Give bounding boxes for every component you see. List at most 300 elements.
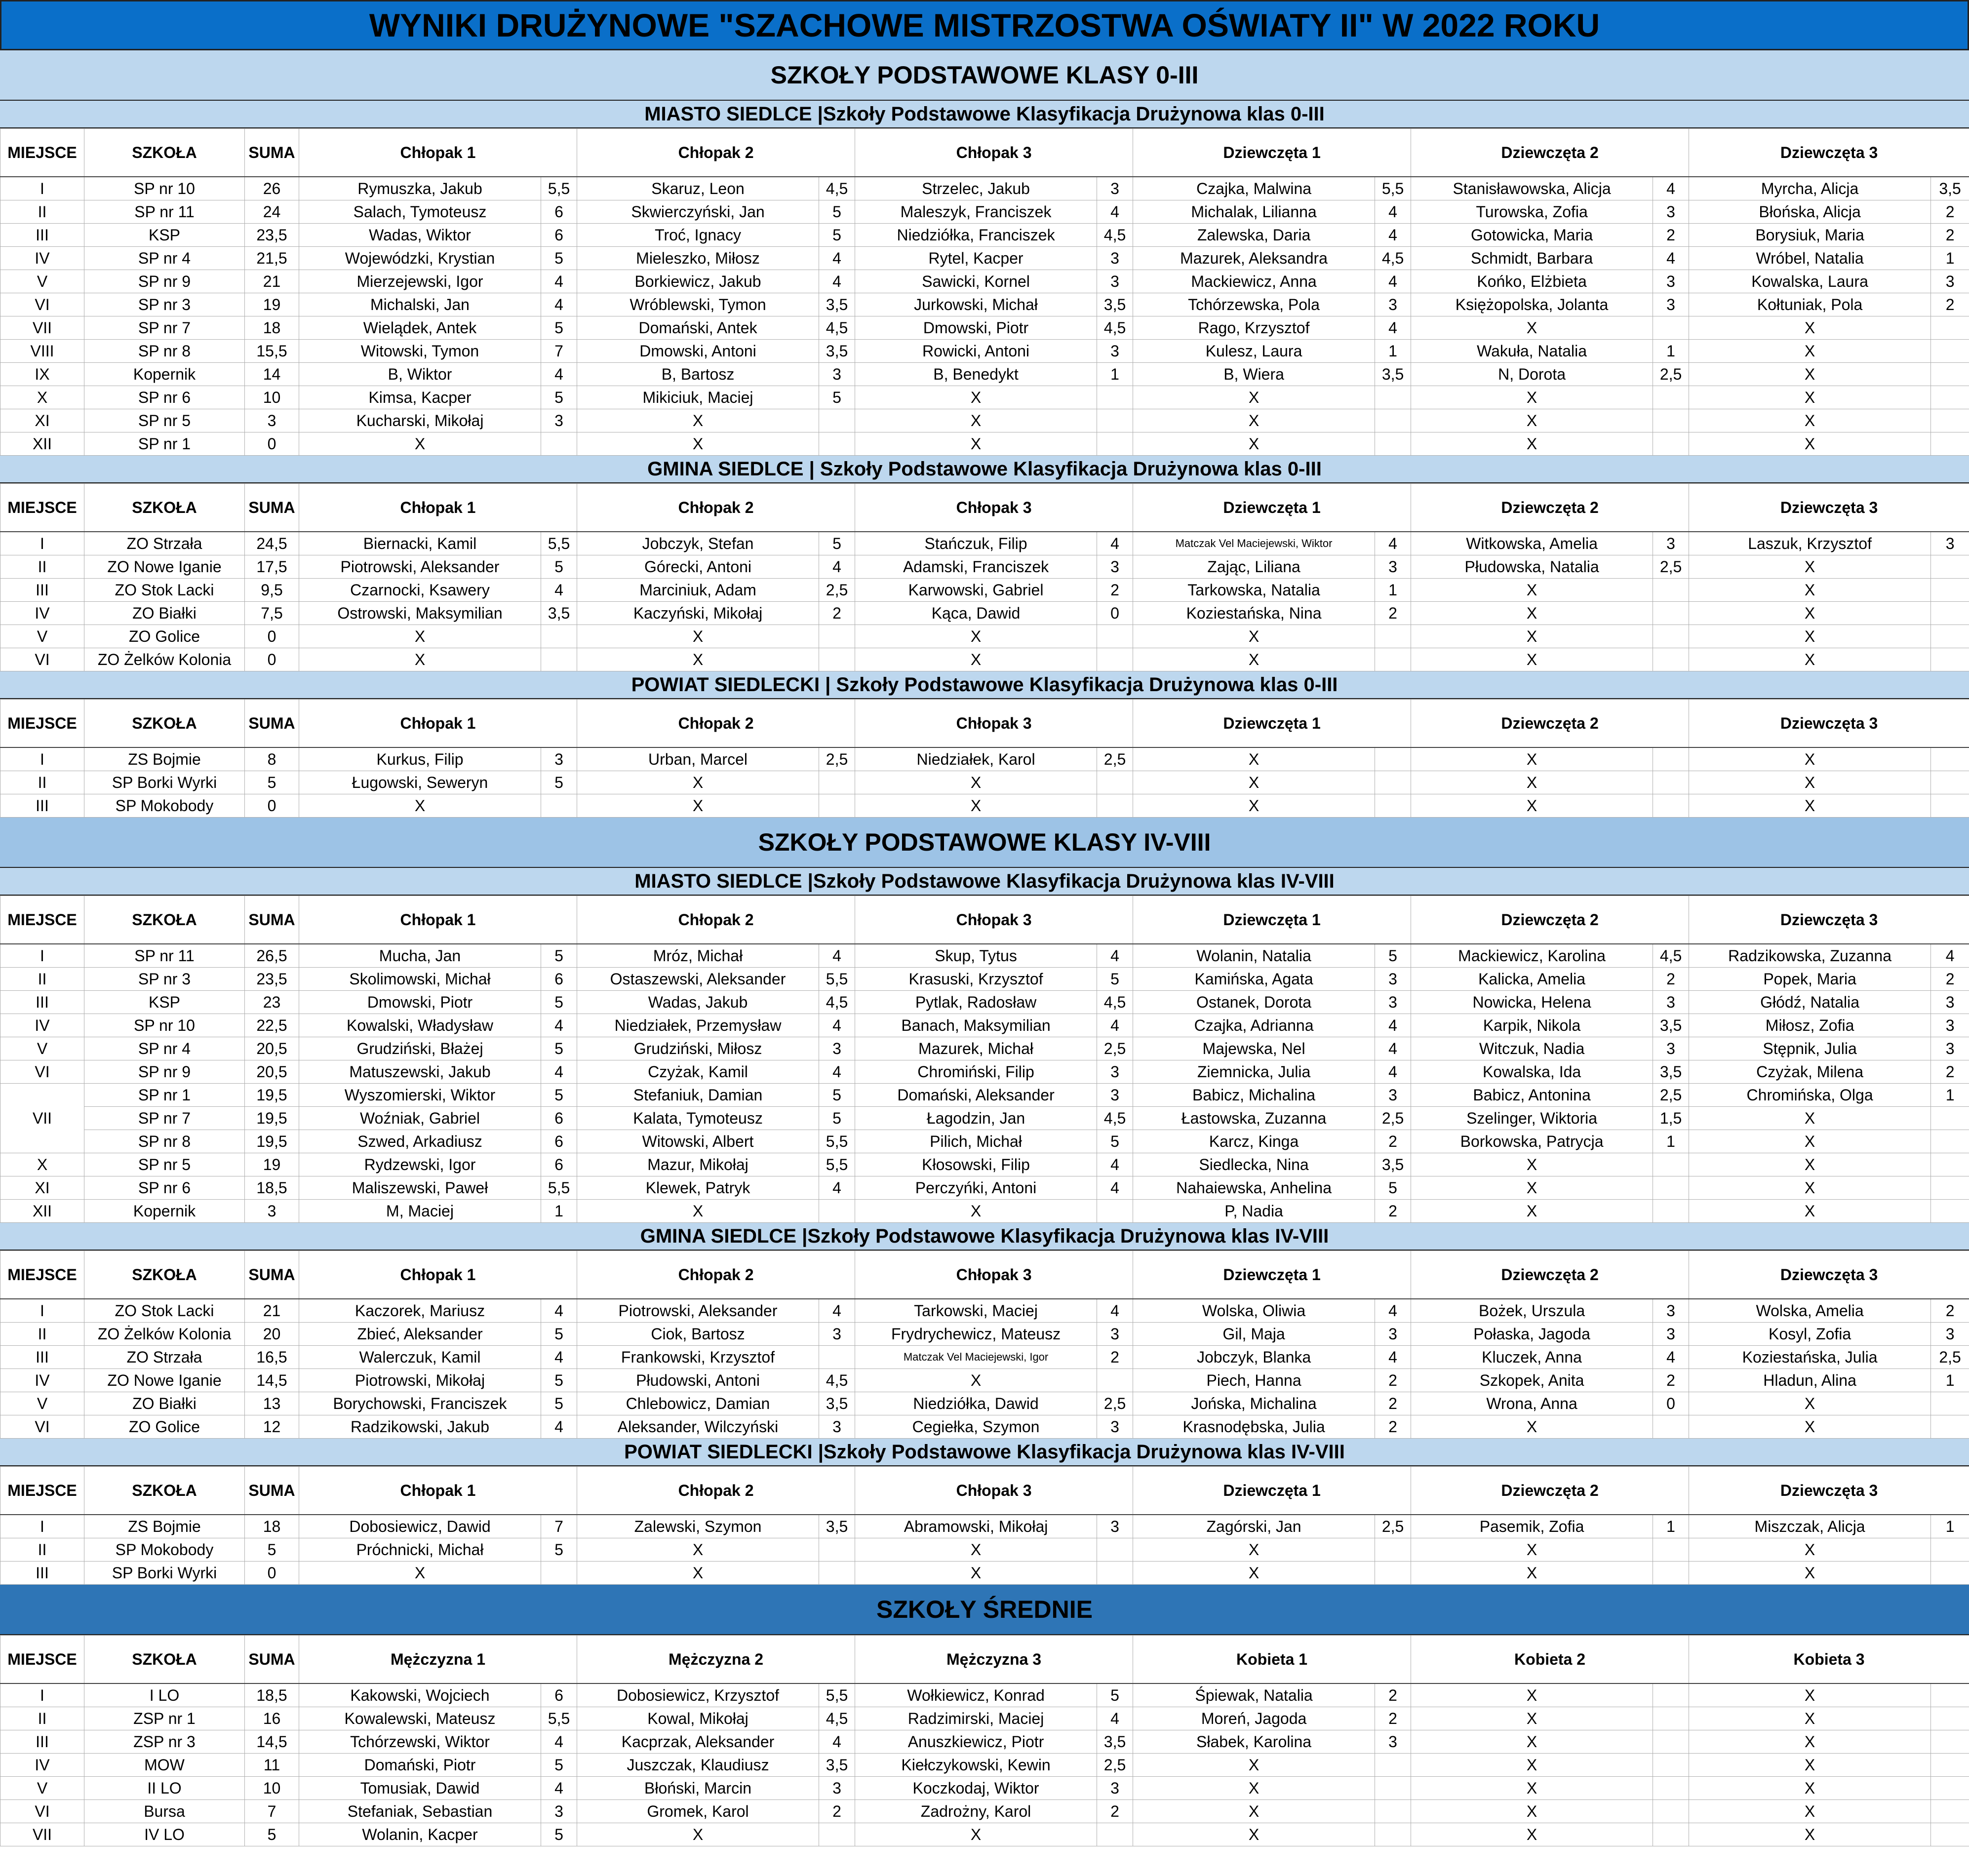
table-header-row <box>0 129 1969 177</box>
player-name-cell: X <box>1133 409 1375 432</box>
column-header: Mężczyzna 1 <box>299 1636 577 1684</box>
player-score-cell: 3 <box>1375 1730 1411 1754</box>
player-name-cell: X <box>1133 1777 1375 1800</box>
player-score-cell: 3 <box>541 409 577 432</box>
player-name-cell: Koziestańska, Nina <box>1133 602 1375 625</box>
player-score-cell: 3 <box>1097 270 1133 293</box>
player-score-cell <box>819 1346 855 1369</box>
table-row <box>0 771 1969 794</box>
school-cell: SP Borki Wyrki <box>84 771 245 794</box>
player-name-cell: Głódź, Natalia <box>1689 991 1931 1014</box>
player-score-cell <box>1375 1754 1411 1777</box>
place-cell: VII <box>0 1823 84 1846</box>
school-cell: KSP <box>84 224 245 247</box>
player-name-cell: X <box>1689 625 1931 648</box>
total-cell: 0 <box>245 625 299 648</box>
school-cell: ZO Strzała <box>84 1346 245 1369</box>
player-score-cell: 4,5 <box>819 1369 855 1392</box>
player-name-cell: Koczkodaj, Wiktor <box>855 1777 1097 1800</box>
place-cell: V <box>0 1777 84 1800</box>
player-name-cell: X <box>1689 340 1931 363</box>
player-name-cell: Abramowski, Mikołaj <box>855 1515 1097 1538</box>
column-header: Kobieta 2 <box>1411 1636 1689 1684</box>
school-cell: Kopernik <box>84 363 245 386</box>
player-score-cell: 4 <box>1097 532 1133 555</box>
column-header: Chłopak 2 <box>577 896 855 944</box>
player-score-cell: 3 <box>1097 1060 1133 1084</box>
table-row <box>0 968 1969 991</box>
player-score-cell: 3 <box>1375 293 1411 316</box>
group-title: POWIAT SIEDLECKI | Szkoły Podstawowe Klasyfikacja Drużynowa klas 0-III <box>0 671 1969 699</box>
player-name-cell: Wrona, Anna <box>1411 1392 1653 1415</box>
player-name-cell: X <box>1689 316 1931 340</box>
player-name-cell: X <box>855 386 1097 409</box>
column-header: Dziewczęta 3 <box>1689 129 1969 177</box>
player-score-cell: 3 <box>1931 1014 1969 1037</box>
place-cell: III <box>0 991 84 1014</box>
player-name-cell: Miszczak, Alicja <box>1689 1515 1931 1538</box>
player-score-cell: 2 <box>1375 1392 1411 1415</box>
player-score-cell: 5 <box>541 1369 577 1392</box>
player-name-cell: Perczyńki, Antoni <box>855 1176 1097 1200</box>
player-name-cell: X <box>855 794 1097 818</box>
player-score-cell: 3 <box>1653 200 1689 224</box>
column-header: Chłopak 1 <box>299 896 577 944</box>
player-score-cell: 3 <box>1375 1084 1411 1107</box>
place-cell: II <box>0 555 84 579</box>
player-name-cell: Frankowski, Krzysztof <box>577 1346 819 1369</box>
place-cell: IV <box>0 247 84 270</box>
player-name-cell: Kowalska, Laura <box>1689 270 1931 293</box>
player-score-cell <box>1931 1130 1969 1153</box>
player-score-cell <box>1097 1562 1133 1585</box>
player-score-cell: 6 <box>541 200 577 224</box>
column-header: SUMA <box>245 1251 299 1299</box>
table-row <box>0 1107 1969 1130</box>
player-score-cell: 2 <box>819 602 855 625</box>
school-cell: SP nr 4 <box>84 247 245 270</box>
player-score-cell: 3 <box>819 1323 855 1346</box>
player-score-cell <box>1653 1823 1689 1846</box>
player-score-cell <box>819 794 855 818</box>
player-name-cell: Błoński, Marcin <box>577 1777 819 1800</box>
player-name-cell: Turowska, Zofia <box>1411 200 1653 224</box>
player-name-cell: Karpik, Nikola <box>1411 1014 1653 1037</box>
player-name-cell: Urban, Marcel <box>577 747 819 771</box>
school-cell: SP nr 7 <box>84 316 245 340</box>
player-score-cell <box>1653 1683 1689 1707</box>
player-score-cell: 4 <box>819 1176 855 1200</box>
place-cell: VI <box>0 1060 84 1084</box>
player-score-cell <box>1931 794 1969 818</box>
player-score-cell <box>541 794 577 818</box>
school-cell: ZO Białki <box>84 1392 245 1415</box>
player-name-cell: X <box>1689 771 1931 794</box>
player-name-cell: Cegiełka, Szymon <box>855 1415 1097 1439</box>
player-score-cell <box>1653 1415 1689 1439</box>
player-name-cell: Mackiewicz, Anna <box>1133 270 1375 293</box>
player-name-cell: Troć, Ignacy <box>577 224 819 247</box>
player-score-cell <box>1931 579 1969 602</box>
player-name-cell: Tarkowski, Maciej <box>855 1299 1097 1323</box>
player-name-cell: Pytlak, Radosław <box>855 991 1097 1014</box>
player-score-cell <box>1653 625 1689 648</box>
player-score-cell: 5 <box>1375 944 1411 968</box>
player-score-cell: 5,5 <box>541 532 577 555</box>
column-header: Mężczyzna 2 <box>577 1636 855 1684</box>
table-row <box>0 293 1969 316</box>
player-score-cell <box>819 648 855 671</box>
sheet-title: WYNIKI DRUŻYNOWE "SZACHOWE MISTRZOSTWA OŚWIATY II" W 2022 ROKU <box>0 0 1969 50</box>
player-score-cell <box>1931 1800 1969 1823</box>
column-header: SZKOŁA <box>84 1467 245 1515</box>
player-name-cell: Hladun, Alina <box>1689 1369 1931 1392</box>
player-name-cell: X <box>1133 625 1375 648</box>
player-score-cell: 3 <box>1375 968 1411 991</box>
player-name-cell: X <box>1411 648 1653 671</box>
player-name-cell: Nowicka, Helena <box>1411 991 1653 1014</box>
table-row <box>0 648 1969 671</box>
player-score-cell: 3 <box>1097 1515 1133 1538</box>
player-name-cell: Jobczyk, Blanka <box>1133 1346 1375 1369</box>
player-name-cell: Kluczek, Anna <box>1411 1346 1653 1369</box>
place-cell: X <box>0 1153 84 1176</box>
player-name-cell: Stefaniuk, Damian <box>577 1084 819 1107</box>
results-table <box>0 1635 1969 1846</box>
player-score-cell <box>1097 1369 1133 1392</box>
player-score-cell: 2,5 <box>1375 1515 1411 1538</box>
total-cell: 22,5 <box>245 1014 299 1037</box>
player-name-cell: X <box>1411 409 1653 432</box>
player-score-cell: 1,5 <box>1653 1107 1689 1130</box>
player-name-cell: Koziestańska, Julia <box>1689 1346 1931 1369</box>
player-score-cell: 4,5 <box>819 177 855 200</box>
column-header: Dziewczęta 2 <box>1411 484 1689 532</box>
player-name-cell: Mackiewicz, Karolina <box>1411 944 1653 968</box>
player-score-cell: 2 <box>1375 1683 1411 1707</box>
player-score-cell <box>819 625 855 648</box>
player-name-cell: X <box>1411 1777 1653 1800</box>
player-score-cell: 3,5 <box>1653 1060 1689 1084</box>
school-cell: SP nr 11 <box>84 200 245 224</box>
column-header: Dziewczęta 1 <box>1133 1251 1411 1299</box>
player-name-cell: X <box>577 648 819 671</box>
player-score-cell: 4 <box>1375 1060 1411 1084</box>
player-score-cell <box>1653 648 1689 671</box>
player-score-cell <box>1653 1200 1689 1223</box>
total-cell: 9,5 <box>245 579 299 602</box>
player-name-cell: Niedziółka, Franciszek <box>855 224 1097 247</box>
total-cell: 11 <box>245 1754 299 1777</box>
player-score-cell: 4 <box>819 270 855 293</box>
player-score-cell <box>1931 1730 1969 1754</box>
column-header: Kobieta 1 <box>1133 1636 1411 1684</box>
place-cell: III <box>0 224 84 247</box>
place-cell: I <box>0 747 84 771</box>
place-cell: II <box>0 1323 84 1346</box>
school-cell: ZO Białki <box>84 602 245 625</box>
school-cell: SP Mokobody <box>84 1538 245 1562</box>
column-header: Dziewczęta 2 <box>1411 1251 1689 1299</box>
player-name-cell: Kulesz, Laura <box>1133 340 1375 363</box>
player-score-cell <box>1653 1754 1689 1777</box>
player-name-cell: Wyszomierski, Wiktor <box>299 1084 541 1107</box>
column-header: Chłopak 3 <box>855 484 1133 532</box>
player-score-cell <box>1375 771 1411 794</box>
school-cell: IV LO <box>84 1823 245 1846</box>
player-name-cell: B, Bartosz <box>577 363 819 386</box>
player-score-cell: 2,5 <box>819 747 855 771</box>
column-header: Chłopak 3 <box>855 896 1133 944</box>
player-name-cell: Zadrożny, Karol <box>855 1800 1097 1823</box>
player-score-cell: 4,5 <box>1097 991 1133 1014</box>
player-score-cell: 4 <box>819 1730 855 1754</box>
player-score-cell: 3 <box>1097 247 1133 270</box>
player-name-cell: Babicz, Antonina <box>1411 1084 1653 1107</box>
table-row <box>0 1200 1969 1223</box>
total-cell: 21 <box>245 1299 299 1323</box>
player-name-cell: Tarkowska, Natalia <box>1133 579 1375 602</box>
player-name-cell: Kalicka, Amelia <box>1411 968 1653 991</box>
player-score-cell <box>1653 409 1689 432</box>
player-score-cell: 2 <box>1375 1415 1411 1439</box>
player-score-cell: 5 <box>1097 1683 1133 1707</box>
player-score-cell <box>541 1562 577 1585</box>
player-name-cell: X <box>1411 794 1653 818</box>
player-name-cell: Kowalewski, Mateusz <box>299 1707 541 1730</box>
player-name-cell: X <box>577 794 819 818</box>
player-score-cell: 3 <box>1097 555 1133 579</box>
column-header: MIEJSCE <box>0 700 84 748</box>
player-name-cell: Radzikowski, Jakub <box>299 1415 541 1439</box>
player-name-cell: Kosyl, Zofia <box>1689 1323 1931 1346</box>
player-score-cell <box>1375 386 1411 409</box>
school-cell: SP nr 5 <box>84 1153 245 1176</box>
player-score-cell <box>1931 602 1969 625</box>
player-name-cell: Ostaszewski, Aleksander <box>577 968 819 991</box>
player-score-cell: 2 <box>1931 968 1969 991</box>
player-score-cell: 3,5 <box>819 1754 855 1777</box>
place-cell: III <box>0 1730 84 1754</box>
total-cell: 20,5 <box>245 1037 299 1060</box>
player-score-cell: 5,5 <box>1375 177 1411 200</box>
player-score-cell <box>1931 555 1969 579</box>
player-score-cell <box>1931 747 1969 771</box>
table-row <box>0 409 1969 432</box>
player-name-cell: Popek, Maria <box>1689 968 1931 991</box>
player-score-cell: 3 <box>819 1415 855 1439</box>
player-score-cell: 3 <box>1375 555 1411 579</box>
table-row <box>0 247 1969 270</box>
school-cell: SP nr 11 <box>84 944 245 968</box>
player-score-cell <box>819 1562 855 1585</box>
player-name-cell: Mikiciuk, Maciej <box>577 386 819 409</box>
group-title: GMINA SIEDLCE | Szkoły Podstawowe Klasyfikacja Drużynowa klas 0-III <box>0 456 1969 483</box>
column-header: SUMA <box>245 1636 299 1684</box>
school-cell: II LO <box>84 1777 245 1800</box>
player-score-cell <box>1653 1730 1689 1754</box>
player-score-cell: 1 <box>541 1200 577 1223</box>
player-score-cell <box>819 409 855 432</box>
player-name-cell: Mucha, Jan <box>299 944 541 968</box>
column-header: MIEJSCE <box>0 484 84 532</box>
player-name-cell: Wolanin, Kacper <box>299 1823 541 1846</box>
player-name-cell: Piech, Hanna <box>1133 1369 1375 1392</box>
table-header-row <box>0 1251 1969 1299</box>
player-score-cell <box>819 1823 855 1846</box>
player-name-cell: X <box>1689 1754 1931 1777</box>
player-name-cell: Grudziński, Miłosz <box>577 1037 819 1060</box>
player-name-cell: X <box>1411 1415 1653 1439</box>
player-name-cell: X <box>855 1369 1097 1392</box>
total-cell: 23,5 <box>245 968 299 991</box>
player-score-cell: 2 <box>1931 224 1969 247</box>
player-name-cell: Salach, Tymoteusz <box>299 200 541 224</box>
total-cell: 10 <box>245 1777 299 1800</box>
player-name-cell: Wadas, Wiktor <box>299 224 541 247</box>
player-name-cell: X <box>1411 316 1653 340</box>
place-cell: VI <box>0 1800 84 1823</box>
place-cell: I <box>0 1515 84 1538</box>
player-name-cell: Ługowski, Seweryn <box>299 771 541 794</box>
player-score-cell <box>1097 432 1133 456</box>
player-name-cell: X <box>1689 579 1931 602</box>
player-name-cell: X <box>577 432 819 456</box>
player-name-cell: Wielądek, Antek <box>299 316 541 340</box>
column-header: Chłopak 3 <box>855 129 1133 177</box>
school-cell: MOW <box>84 1754 245 1777</box>
player-score-cell: 5 <box>819 1084 855 1107</box>
school-cell: SP nr 7 <box>84 1107 245 1130</box>
player-score-cell: 2,5 <box>1653 363 1689 386</box>
player-score-cell: 3 <box>1097 1777 1133 1800</box>
player-name-cell: Chromiński, Filip <box>855 1060 1097 1084</box>
player-score-cell <box>1375 1823 1411 1846</box>
player-score-cell: 3 <box>1375 991 1411 1014</box>
player-score-cell: 6 <box>541 1153 577 1176</box>
table-row <box>0 316 1969 340</box>
total-cell: 12 <box>245 1415 299 1439</box>
player-score-cell: 3,5 <box>819 1392 855 1415</box>
table-row <box>0 1683 1969 1707</box>
player-name-cell: X <box>1689 386 1931 409</box>
player-score-cell: 3 <box>819 363 855 386</box>
table-row <box>0 1562 1969 1585</box>
player-name-cell: Walerczuk, Kamil <box>299 1346 541 1369</box>
player-score-cell <box>1653 1538 1689 1562</box>
table-row <box>0 1515 1969 1538</box>
player-name-cell: X <box>1411 1754 1653 1777</box>
table-row <box>0 1823 1969 1846</box>
player-score-cell: 1 <box>1931 1084 1969 1107</box>
school-cell: SP nr 3 <box>84 968 245 991</box>
player-score-cell: 3 <box>1653 991 1689 1014</box>
player-score-cell: 1 <box>1653 1130 1689 1153</box>
total-cell: 16 <box>245 1707 299 1730</box>
player-name-cell: X <box>1411 1538 1653 1562</box>
player-score-cell: 4 <box>541 1014 577 1037</box>
total-cell: 0 <box>245 794 299 818</box>
player-name-cell: X <box>855 1200 1097 1223</box>
player-name-cell: X <box>1689 1823 1931 1846</box>
player-score-cell <box>1931 386 1969 409</box>
player-score-cell <box>1931 1176 1969 1200</box>
player-score-cell: 5 <box>541 1084 577 1107</box>
table-row <box>0 1369 1969 1392</box>
total-cell: 18 <box>245 316 299 340</box>
player-name-cell: Czyżak, Milena <box>1689 1060 1931 1084</box>
player-name-cell: X <box>299 794 541 818</box>
player-score-cell: 3,5 <box>819 293 855 316</box>
player-score-cell: 4 <box>1375 532 1411 555</box>
player-name-cell: Kacprzak, Aleksander <box>577 1730 819 1754</box>
place-cell: III <box>0 1562 84 1585</box>
results-table <box>0 128 1969 456</box>
table-header-row <box>0 700 1969 748</box>
player-name-cell: X <box>1689 1562 1931 1585</box>
total-cell: 13 <box>245 1392 299 1415</box>
player-name-cell: Radzimirski, Maciej <box>855 1707 1097 1730</box>
column-header: Dziewczęta 3 <box>1689 896 1969 944</box>
player-score-cell: 4 <box>541 293 577 316</box>
column-header: Dziewczęta 1 <box>1133 129 1411 177</box>
place-cell: I <box>0 532 84 555</box>
player-name-cell: X <box>855 1538 1097 1562</box>
player-name-cell: X <box>1133 648 1375 671</box>
player-name-cell: Kiełczykowski, Kewin <box>855 1754 1097 1777</box>
player-name-cell: Łastowska, Zuzanna <box>1133 1107 1375 1130</box>
place-cell: I <box>0 1683 84 1707</box>
section-title: SZKOŁY PODSTAWOWE KLASY IV-VIII <box>0 818 1969 868</box>
column-header: Dziewczęta 3 <box>1689 1467 1969 1515</box>
player-name-cell: Mazurek, Aleksandra <box>1133 247 1375 270</box>
total-cell: 10 <box>245 386 299 409</box>
player-name-cell: X <box>1689 747 1931 771</box>
player-score-cell: 5 <box>819 224 855 247</box>
place-cell: V <box>0 1037 84 1060</box>
player-name-cell: Skup, Tytus <box>855 944 1097 968</box>
column-header: Chłopak 1 <box>299 1467 577 1515</box>
column-header: Dziewczęta 2 <box>1411 129 1689 177</box>
player-name-cell: Maliszewski, Paweł <box>299 1176 541 1200</box>
player-name-cell: Sawicki, Kornel <box>855 270 1097 293</box>
player-score-cell: 4 <box>819 247 855 270</box>
player-score-cell <box>1931 1777 1969 1800</box>
total-cell: 24 <box>245 200 299 224</box>
player-score-cell: 4,5 <box>819 1707 855 1730</box>
player-name-cell: X <box>577 409 819 432</box>
player-name-cell: X <box>1689 602 1931 625</box>
player-score-cell <box>1931 1392 1969 1415</box>
table-row <box>0 602 1969 625</box>
player-score-cell: 5,5 <box>541 177 577 200</box>
column-header: Chłopak 1 <box>299 1251 577 1299</box>
player-score-cell: 4 <box>1375 1037 1411 1060</box>
total-cell: 19 <box>245 1153 299 1176</box>
place-cell: III <box>0 1346 84 1369</box>
player-name-cell: Borysiuk, Maria <box>1689 224 1931 247</box>
column-header: Dziewczęta 3 <box>1689 700 1969 748</box>
player-score-cell: 4 <box>541 1060 577 1084</box>
player-name-cell: Kalata, Tymoteusz <box>577 1107 819 1130</box>
total-cell: 14,5 <box>245 1369 299 1392</box>
player-name-cell: Jurkowski, Michał <box>855 293 1097 316</box>
player-name-cell: X <box>1689 1200 1931 1223</box>
player-name-cell: Kimsa, Kacper <box>299 386 541 409</box>
player-name-cell: Skaruz, Leon <box>577 177 819 200</box>
player-score-cell <box>1653 579 1689 602</box>
player-score-cell: 2 <box>1097 1800 1133 1823</box>
